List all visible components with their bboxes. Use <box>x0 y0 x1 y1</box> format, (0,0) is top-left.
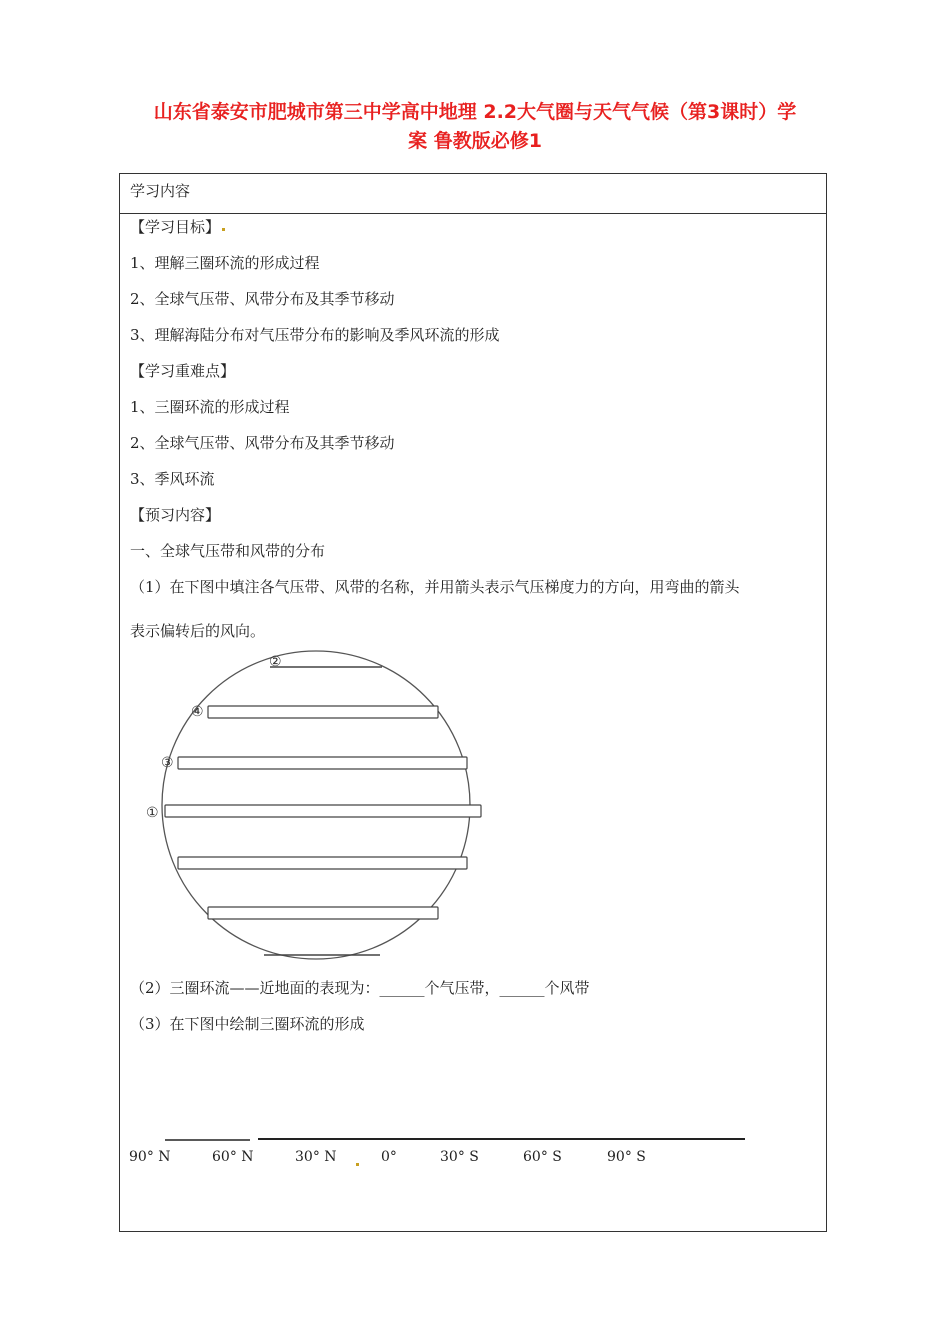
belt-30n <box>178 757 467 769</box>
label-marker-3: ③ <box>161 755 174 771</box>
lat-label: 60° N <box>212 1149 254 1165</box>
lat-label: 0° <box>381 1149 397 1165</box>
section-heading-objectives <box>130 216 225 237</box>
question-1-cont: 表示偏转后的风向。 <box>130 622 266 640</box>
label-marker-4: ④ <box>191 704 204 720</box>
question-1: （1）在下图中填注各气压带、风带的名称，并用箭头表示气压梯度力的方向，用弯曲的箭头 <box>130 578 740 596</box>
subsection-heading: 一、全球气压带和风带的分布 <box>130 542 326 560</box>
objective-item: 1、理解三圈环流的形成过程 <box>130 254 320 272</box>
line-text: 【学习目标】 <box>130 218 221 236</box>
section-heading-preview: 【预习内容】 <box>130 506 221 524</box>
lat-label: 60° S <box>523 1149 562 1165</box>
lat-label: 90° S <box>607 1149 646 1165</box>
objective-item: 2、全球气压带、风带分布及其季节移动 <box>130 290 395 308</box>
pressure-belt-diagram <box>140 645 500 975</box>
title-line-2: 案 鲁教版必修1 <box>408 130 542 152</box>
question-3: （3）在下图中绘制三圈环流的形成 <box>130 1015 365 1033</box>
section-heading-difficulties: 【学习重难点】 <box>130 362 236 380</box>
belt-60n <box>208 706 438 718</box>
title-line-1: 山东省泰安市肥城市第三中学高中地理 2.2大气圈与天气气候（第3课时）学 <box>153 101 797 123</box>
lat-label: 90° N <box>129 1149 171 1165</box>
document-title <box>60 98 890 156</box>
stray-dot-mark <box>222 228 225 231</box>
circulation-baseline <box>0 1130 950 1150</box>
question-2: （2）三圈环流——近地面的表现为：______个气压带，______个风带 <box>130 979 590 997</box>
belt-30s <box>178 857 467 869</box>
lat-label: 30° N <box>295 1149 337 1165</box>
header-cell-label: 学习内容 <box>130 182 191 200</box>
belt-60s <box>208 907 438 919</box>
difficulty-item: 1、三圈环流的形成过程 <box>130 398 290 416</box>
difficulty-item: 2、全球气压带、风带分布及其季节移动 <box>130 434 395 452</box>
objective-item: 3、理解海陆分布对气压带分布的影响及季风环流的形成 <box>130 326 500 344</box>
difficulty-item: 3、季风环流 <box>130 470 215 488</box>
label-marker-2: ② <box>269 654 282 670</box>
stray-dot-mark <box>356 1163 359 1166</box>
lat-label: 30° S <box>440 1149 479 1165</box>
label-marker-1: ① <box>146 805 159 821</box>
belt-equator <box>165 805 481 817</box>
table-header-row <box>120 174 826 214</box>
